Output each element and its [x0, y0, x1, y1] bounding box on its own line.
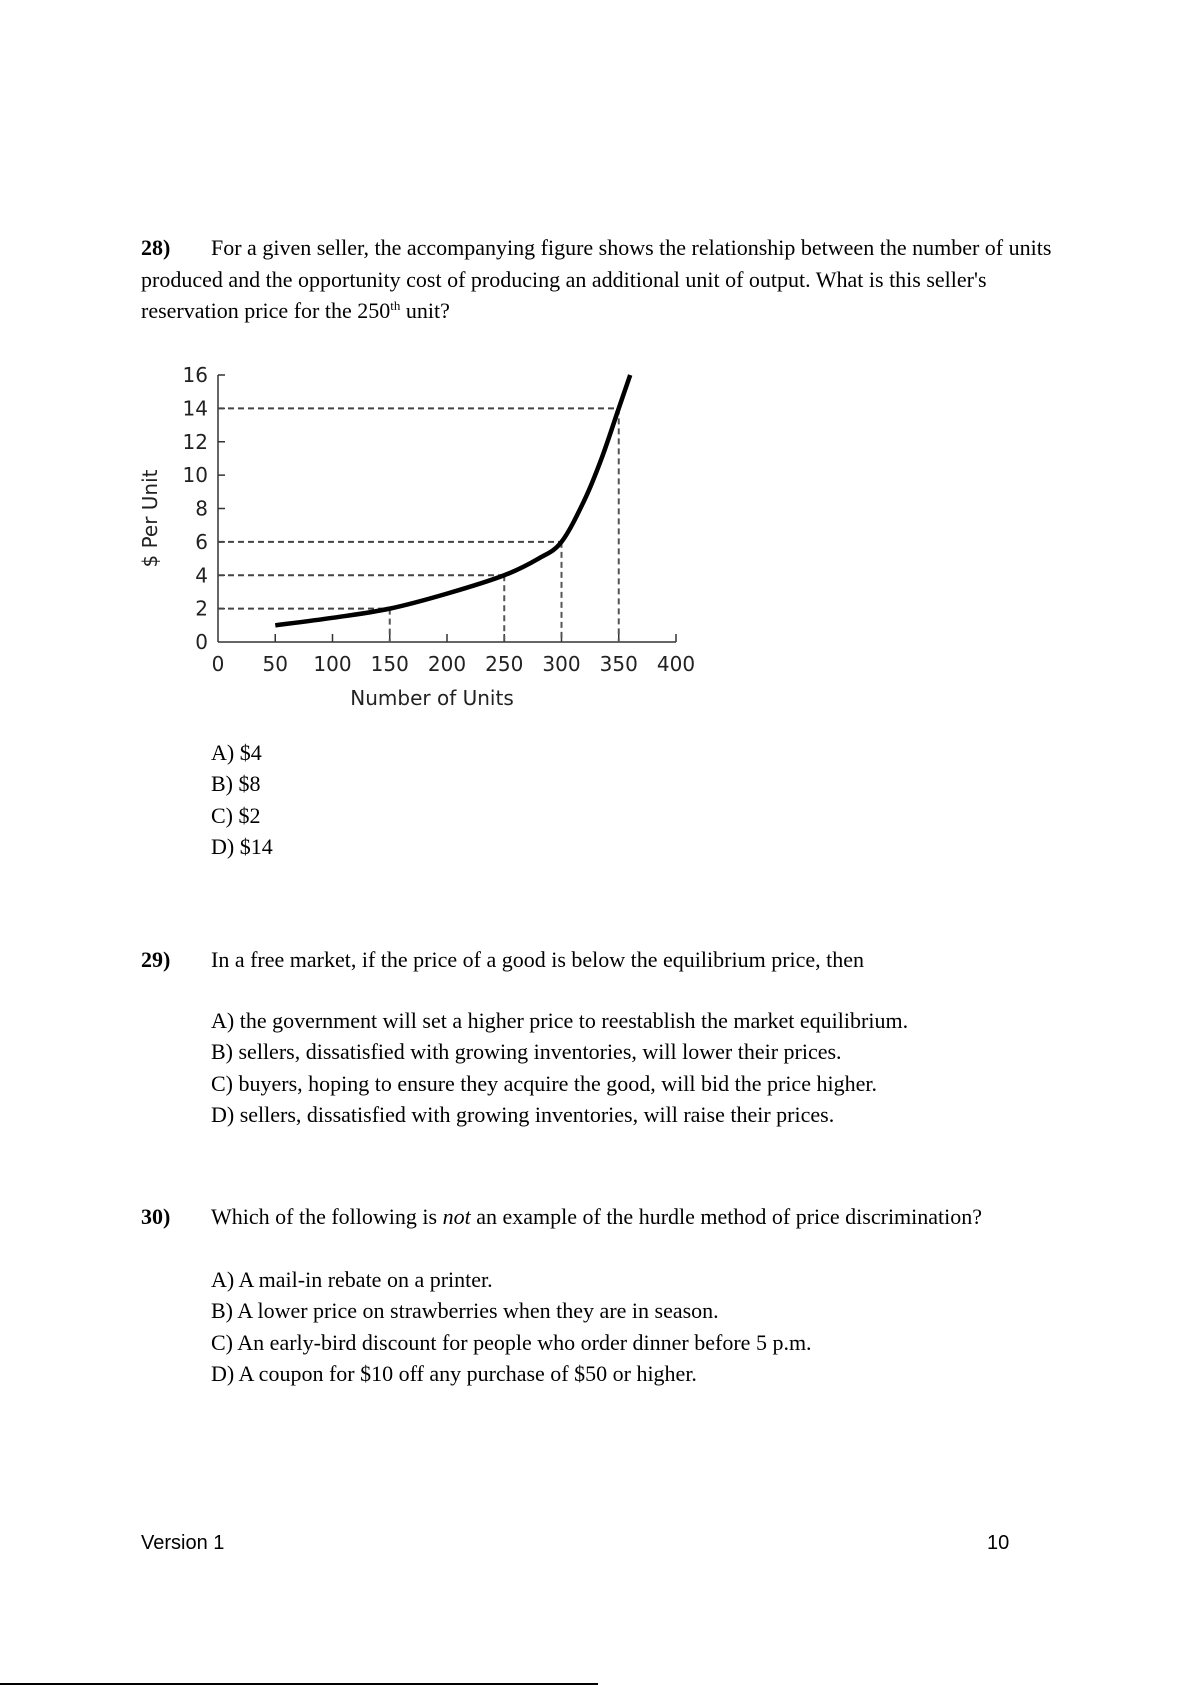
- question-number: 28): [141, 235, 171, 260]
- y-tick-label: 16: [182, 363, 208, 387]
- question-29: [141, 944, 1081, 976]
- x-tick-label: 100: [313, 652, 352, 676]
- x-tick-label: 300: [542, 652, 581, 676]
- choice-c[interactable]: C) $2: [211, 802, 261, 828]
- question-30: [141, 1201, 1081, 1233]
- superscript: th: [390, 298, 401, 313]
- choice-b[interactable]: B) sellers, dissatisfied with growing inventories, will lower their prices.: [211, 1039, 842, 1065]
- y-tick-label: 0: [195, 630, 208, 654]
- question-text: In a free market, if the price of a good is below the equilibrium price, then: [211, 947, 865, 972]
- opportunity-cost-chart: [130, 350, 710, 710]
- x-tick-label: 0: [211, 652, 225, 676]
- x-tick-label: 150: [370, 652, 409, 676]
- choice-d[interactable]: D) A coupon for $10 off any purchase of $50 or higher.: [211, 1360, 697, 1386]
- choice-a[interactable]: A) A mail-in rebate on a printer.: [211, 1267, 493, 1292]
- y-tick-label: 10: [182, 463, 208, 488]
- question-30-choices: [211, 1264, 812, 1389]
- y-tick-label: 14: [182, 396, 208, 421]
- y-tick-label: 12: [182, 429, 208, 454]
- choice-a[interactable]: A) the government will set a higher price to reestablish the market equilibrium.: [211, 1008, 909, 1033]
- choice-b[interactable]: B) A lower price on strawberries when they are in season.: [211, 1298, 719, 1324]
- question-text: For a given seller, the accompanying figure shows the relationship between the number of units produced and the opportunity cost of producing an additional unit of output. What is this seller's reservation price for the 250th unit?: [141, 235, 1052, 323]
- choice-a[interactable]: A) $4: [211, 740, 262, 765]
- x-tick-label: 250: [485, 652, 524, 676]
- x-axis-label: Number of Units: [350, 686, 514, 710]
- y-tick-label: 2: [195, 596, 208, 621]
- question-29-choices: [211, 1005, 908, 1130]
- question-number: 29): [141, 947, 171, 972]
- question-number: 30): [141, 1204, 171, 1229]
- emphasis: not: [442, 1204, 471, 1229]
- choice-d[interactable]: D) sellers, dissatisfied with growing inventories, will raise their prices.: [211, 1101, 835, 1127]
- choice-d[interactable]: D) $14: [211, 833, 273, 859]
- choice-c[interactable]: C) buyers, hoping to ensure they acquire the good, will bid the price higher.: [211, 1070, 877, 1096]
- y-tick-label: 8: [195, 496, 208, 521]
- footer-page-number: 10: [987, 1532, 1010, 1554]
- y-tick-label: 4: [195, 563, 208, 588]
- y-tick-label: 6: [195, 529, 208, 554]
- x-tick-label: 50: [262, 652, 288, 676]
- x-tick-label: 350: [599, 652, 638, 676]
- choice-b[interactable]: B) $8: [211, 771, 261, 797]
- question-28-choices: [211, 737, 273, 862]
- series-line: [275, 375, 630, 625]
- choice-c[interactable]: C) An early-bird discount for people who order dinner before 5 p.m.: [211, 1329, 812, 1355]
- x-tick-label: 200: [427, 652, 467, 676]
- x-tick-label: 400: [656, 652, 696, 676]
- question-text: Which of the following is not an example of the hurdle method of price discrimination?: [211, 1204, 983, 1229]
- question-28: [141, 232, 1081, 327]
- footer-version: Version 1: [141, 1532, 225, 1554]
- y-axis-label: $ Per Unit: [138, 469, 162, 568]
